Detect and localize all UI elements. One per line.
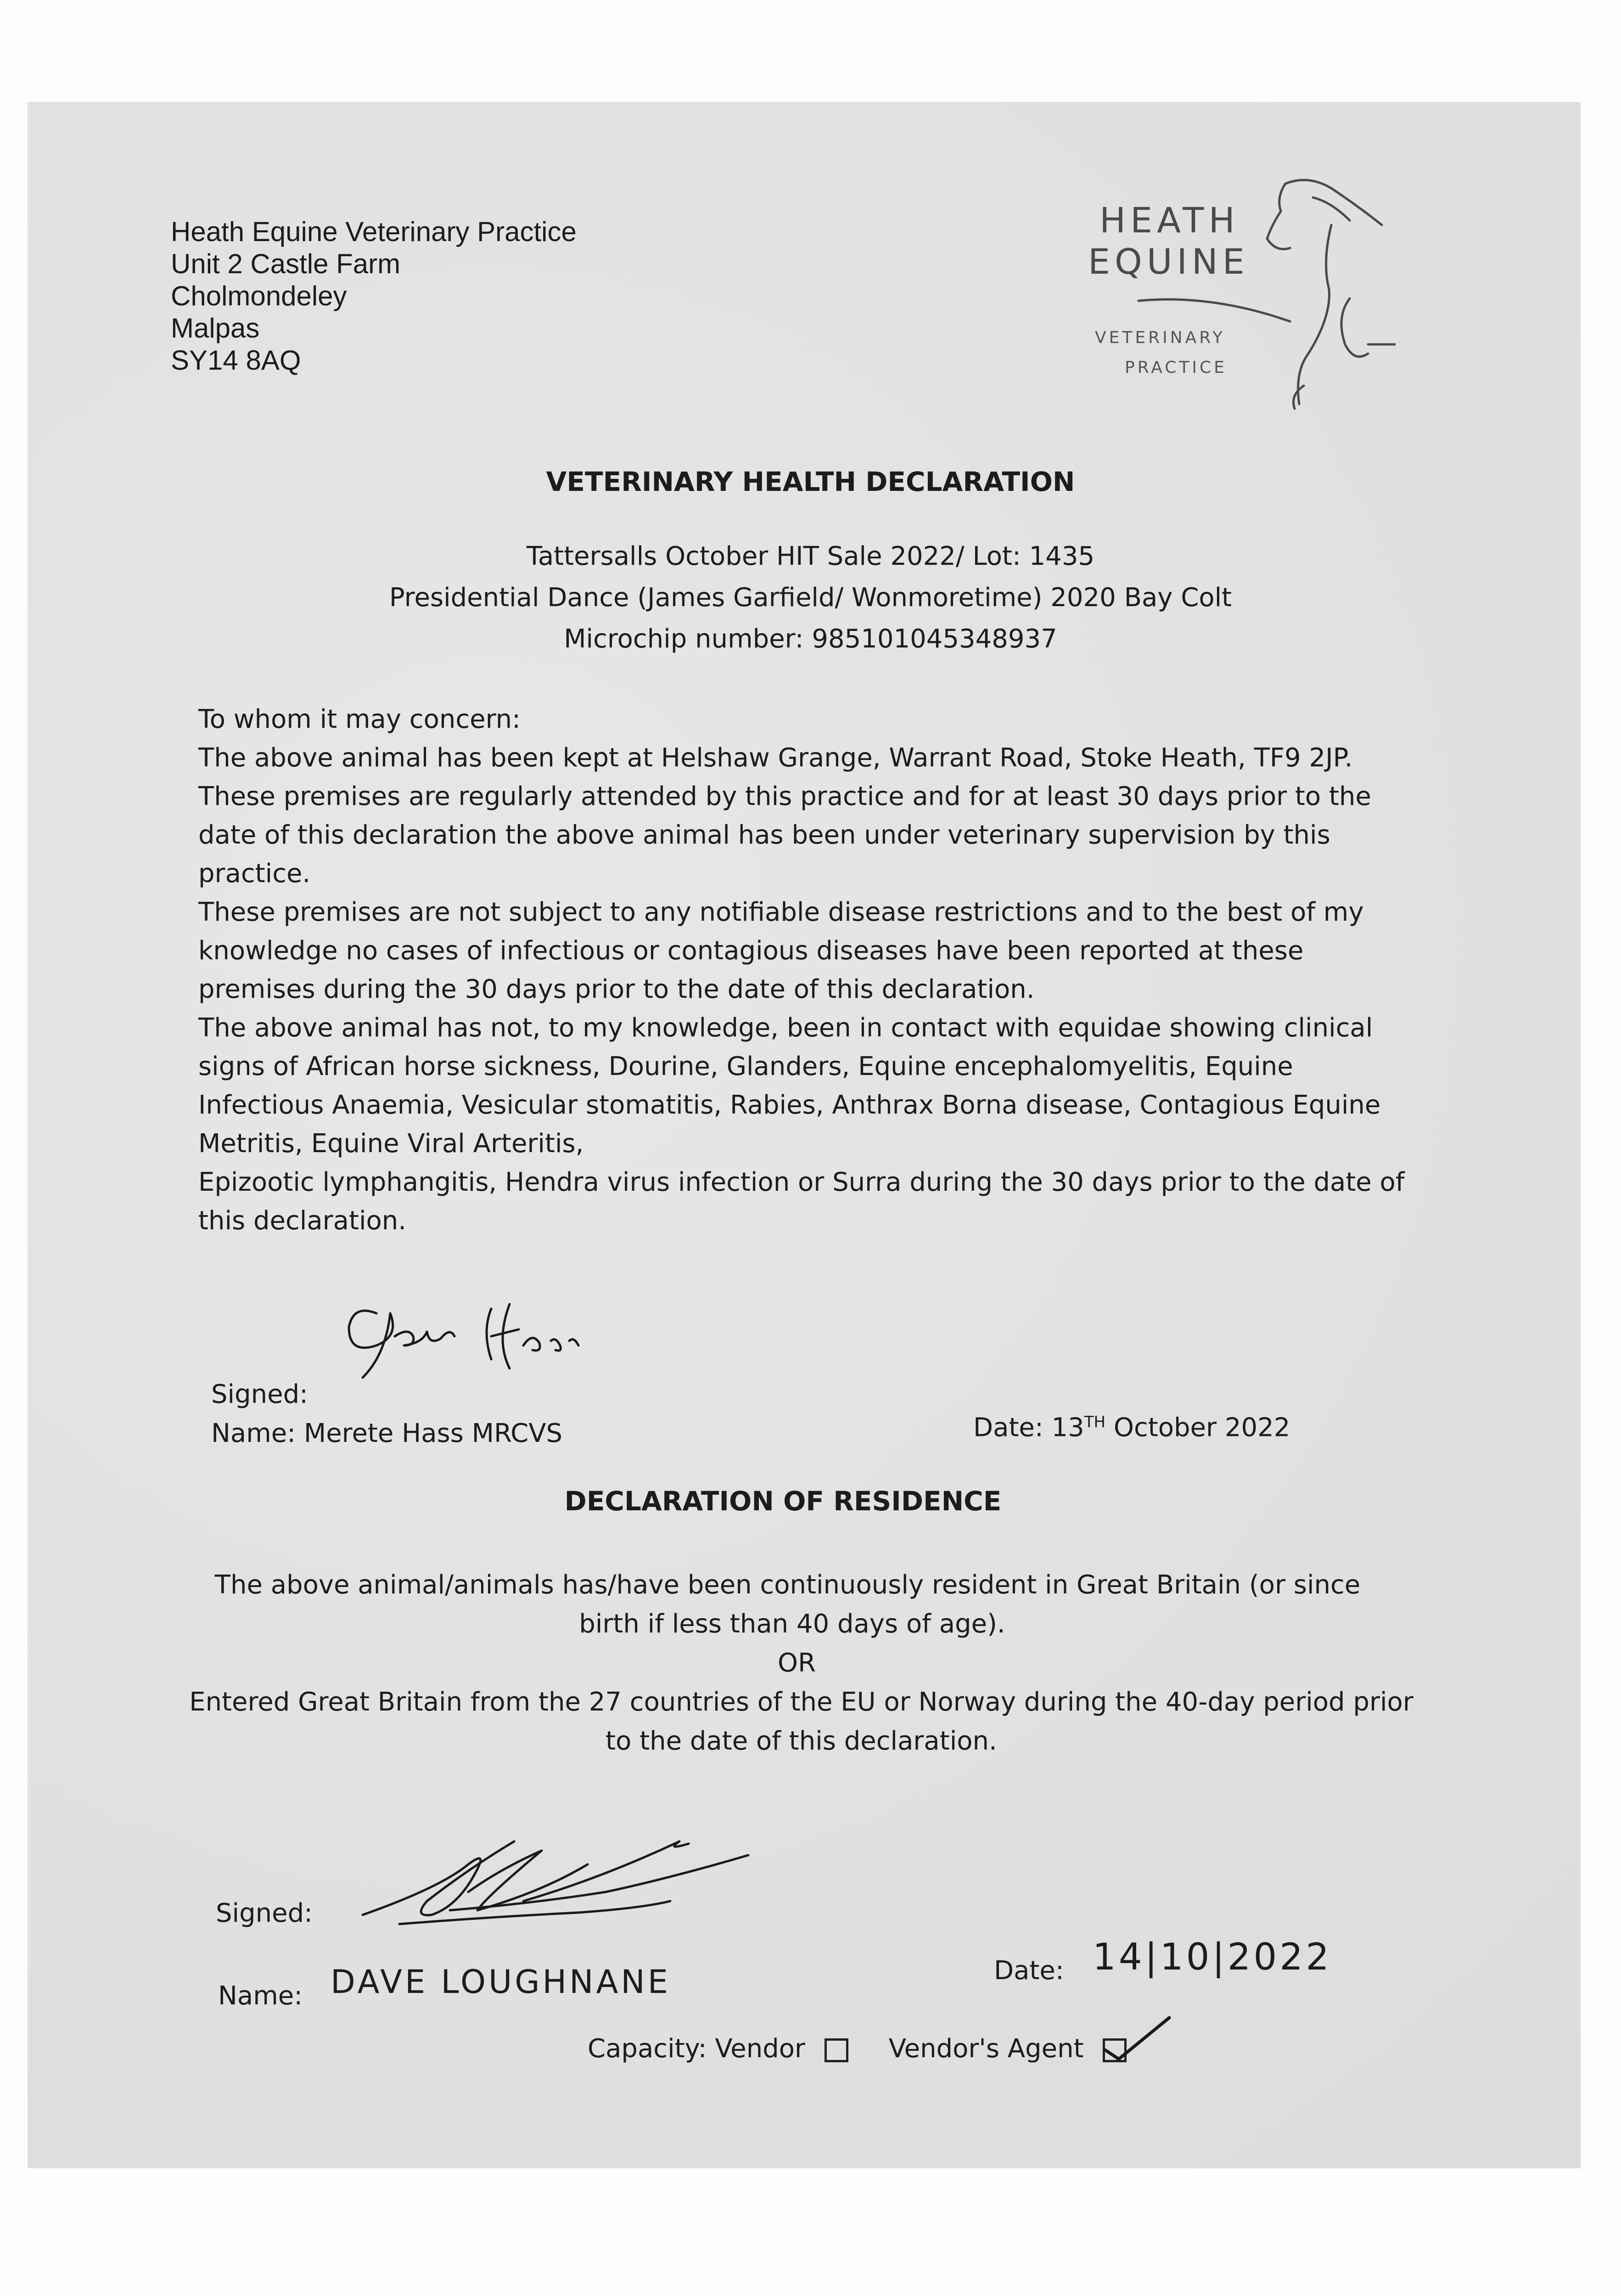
logo-word-heath: HEATH: [1099, 200, 1240, 241]
vendor-name-handwritten: DAVE LOUGHNANE: [331, 1963, 671, 2001]
vet-date-suffix: October 2022: [1105, 1412, 1290, 1443]
residence-declaration-title: DECLARATION OF RESIDENCE: [564, 1486, 1002, 1517]
body-line: this declaration.: [198, 1206, 407, 1236]
residence-line: birth if less than 40 days of age).: [579, 1609, 1005, 1639]
body-line: These premises are regularly attended by this practice and for at least 30 days prior to the: [198, 782, 1371, 811]
vendor-signature: [349, 1823, 771, 1961]
residence-line: The above animal/animals has/have been continuously resident in Great Britain (or since: [214, 1570, 1361, 1600]
practice-name: Heath Equine Veterinary Practice: [171, 216, 577, 247]
vendor-checkbox[interactable]: [825, 2038, 848, 2062]
checkmark-icon: [1100, 2013, 1174, 2068]
body-line: The above animal has not, to my knowledge, been in contact with equidae showing clinical: [198, 1013, 1373, 1043]
health-declaration-title: VETERINARY HEALTH DECLARATION: [546, 466, 1075, 497]
capacity-row: [588, 2030, 1127, 2068]
body-line: These premises are not subject to any notifiable disease restrictions and to the best of my: [198, 897, 1364, 927]
vendor-agent-checkbox[interactable]: [1103, 2038, 1127, 2062]
address-line-1: Unit 2 Castle Farm: [171, 248, 401, 279]
body-line: signs of African horse sickness, Dourine, Glanders, Equine encephalomyelitis, Equine: [198, 1052, 1293, 1081]
sale-lot-line: Tattersalls October HIT Sale 2022/ Lot: 1435: [526, 541, 1095, 571]
microchip-line: Microchip number: 985101045348937: [564, 624, 1057, 654]
logo-word-equine: EQUINE: [1088, 241, 1249, 282]
body-line: practice.: [198, 859, 311, 889]
body-line: Metritis, Equine Viral Arteritis,: [198, 1129, 584, 1159]
residence-or: OR: [778, 1648, 816, 1678]
vendor-name-label: Name:: [218, 1981, 303, 2011]
vendor-agent-label: Vendor's Agent: [888, 2034, 1084, 2064]
vet-date-sup: TH: [1084, 1413, 1106, 1431]
body-line: To whom it may concern:: [198, 704, 521, 734]
address-line-2: Cholmondeley: [171, 281, 347, 311]
vet-date-prefix: Date: 13: [973, 1412, 1084, 1443]
logo-word-veterinary: VETERINARY: [1095, 328, 1225, 347]
residence-line: to the date of this declaration.: [606, 1726, 997, 1756]
vet-signed-label: Signed:: [211, 1379, 308, 1409]
vet-signature: [335, 1286, 620, 1387]
practice-address: [171, 216, 577, 377]
vet-name-line: Name: Merete Hass MRCVS: [211, 1418, 563, 1448]
body-line: knowledge no cases of infectious or contagious diseases have been reported at these: [198, 936, 1304, 966]
address-postcode: SY14 8AQ: [171, 345, 301, 376]
horse-outline-icon: [1074, 170, 1396, 427]
body-line: date of this declaration the above animal has been under veterinary supervision by this: [198, 820, 1330, 850]
vet-date-line: [973, 1403, 1290, 1447]
practice-logo: [1074, 170, 1396, 427]
vendor-date-label: Date:: [994, 1956, 1064, 1986]
body-line: Epizootic lymphangitis, Hendra virus infection or Surra during the 30 days prior to the date of: [198, 1167, 1405, 1197]
residence-line: Entered Great Britain from the 27 countries of the EU or Norway during the 40-day period prior: [189, 1687, 1413, 1717]
body-line: Infectious Anaemia, Vesicular stomatitis, Rabies, Anthrax Borna disease, Contagious Equine: [198, 1090, 1381, 1120]
declaration-body: [198, 700, 1438, 1240]
capacity-vendor-label: Capacity: Vendor: [588, 2034, 806, 2064]
address-town: Malpas: [171, 313, 260, 343]
body-line: The above animal has been kept at Helshaw Grange, Warrant Road, Stoke Heath, TF9 2JP.: [198, 743, 1353, 773]
vendor-date-handwritten: 14|10|2022: [1093, 1936, 1332, 1978]
body-line: premises during the 30 days prior to the date of this declaration.: [198, 974, 1035, 1004]
vendor-signed-label: Signed:: [216, 1898, 313, 1928]
horse-details-line: Presidential Dance (James Garfield/ Wonmoretime) 2020 Bay Colt: [389, 583, 1232, 613]
logo-word-practice: PRACTICE: [1125, 358, 1227, 377]
